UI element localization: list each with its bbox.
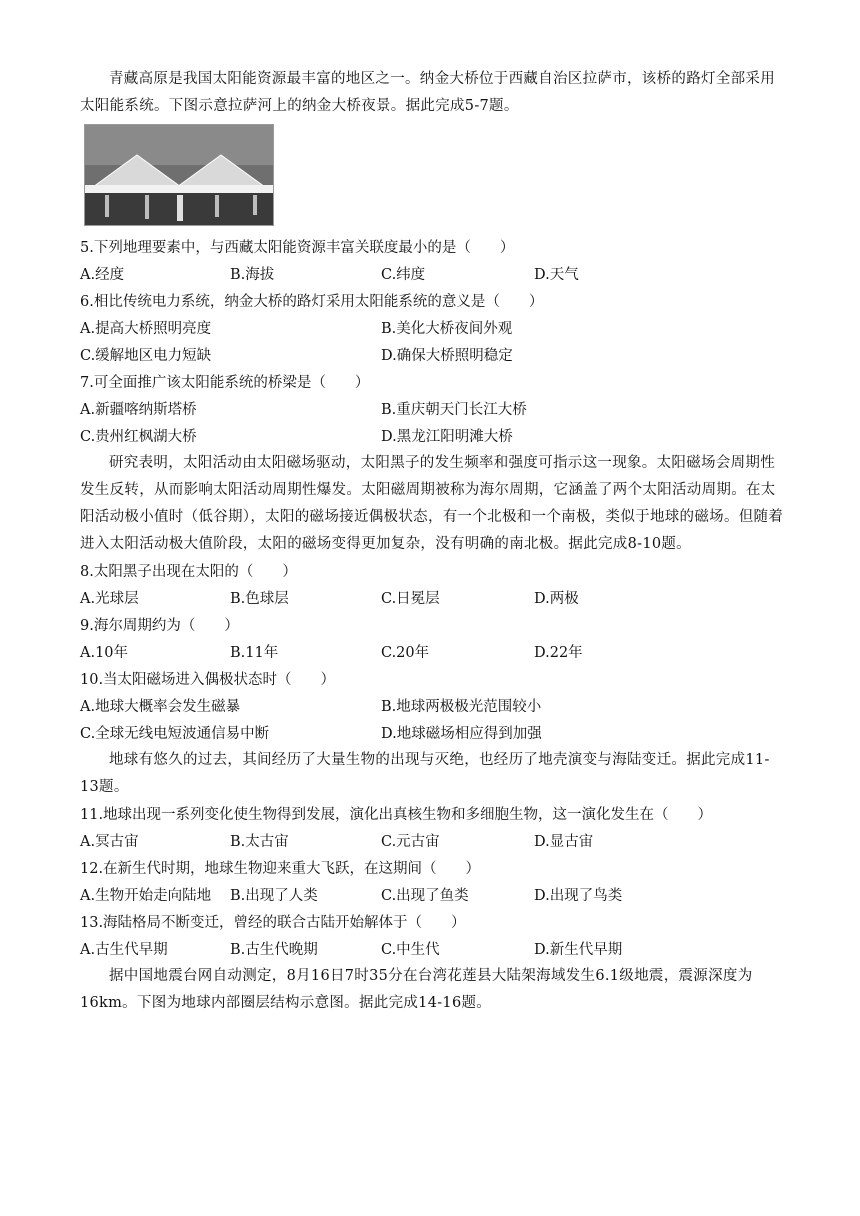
q10-option-a: A.地球大概率会发生磁暴 bbox=[80, 699, 241, 715]
q7-option-a: A.新疆喀纳斯塔桥 bbox=[80, 402, 197, 418]
question-7: 7.可全面推广该太阳能系统的桥梁是（ ） bbox=[80, 375, 370, 391]
q11-option-c: C.元古宙 bbox=[381, 834, 440, 850]
q6-option-c: C.缓解地区电力短缺 bbox=[80, 348, 212, 364]
q6-option-d: D.确保大桥照明稳定 bbox=[381, 348, 513, 364]
q10-option-b: B.地球两极极光范围较小 bbox=[381, 699, 542, 715]
q6-option-a: A.提高大桥照明亮度 bbox=[80, 321, 212, 337]
q5-option-d: D.天气 bbox=[534, 267, 579, 283]
q5-option-b: B.海拔 bbox=[230, 267, 275, 283]
intro-paragraph-11-13: 地球有悠久的过去，其间经历了大量生物的出现与灭绝，也经历了地壳演变与海陆变迁。据此完成11-13题。 bbox=[80, 752, 770, 795]
question-10: 10.当太阳磁场进入偶极状态时（ ） bbox=[80, 672, 336, 688]
q13-option-a: A.古生代早期 bbox=[80, 942, 168, 958]
q12-option-c: C.出现了鱼类 bbox=[381, 888, 469, 904]
q6-option-b: B.美化大桥夜间外观 bbox=[381, 321, 513, 337]
q5-option-c: C.纬度 bbox=[381, 267, 426, 283]
q7-option-b: B.重庆朝天门长江大桥 bbox=[381, 402, 527, 418]
q11-option-b: B.太古宙 bbox=[230, 834, 289, 850]
intro-paragraph-8-10: 研究表明，太阳活动由太阳磁场驱动，太阳黑子的发生频率和强度可指示这一现象。太阳磁场会周期性发生反转，从而影响太阳活动周期性爆发。太阳磁周期被称为海尔周期，它涵盖了两个太阳活动周期。在太阳活动极小值时（低谷期），太阳的磁场接近偶极状态，有一个北极和一个南极，类似于地球的磁场。但随着进入太阳活动极大值阶段，太阳的磁场变得更加复杂，没有明确的南北极。据此完成8-10题。 bbox=[80, 455, 784, 552]
bridge-night-photo bbox=[84, 124, 274, 226]
q9-option-b: B.11年 bbox=[230, 645, 279, 661]
q10-option-d: D.地球磁场相应得到加强 bbox=[381, 726, 542, 742]
question-6: 6.相比传统电力系统，纳金大桥的路灯采用太阳能系统的意义是（ ） bbox=[80, 294, 544, 310]
q11-option-a: A.冥古宙 bbox=[80, 834, 139, 850]
q7-option-c: C.贵州红枫湖大桥 bbox=[80, 429, 197, 445]
q13-option-c: C.中生代 bbox=[381, 942, 440, 958]
q8-option-d: D.两极 bbox=[534, 591, 579, 607]
question-11: 11.地球出现一系列变化使生物得到发展，演化出真核生物和多细胞生物，这一演化发生在（ ） bbox=[80, 807, 713, 823]
question-8: 8.太阳黑子出现在太阳的（ ） bbox=[80, 564, 297, 580]
question-5: 5.下列地理要素中，与西藏太阳能资源丰富关联度最小的是（ ） bbox=[80, 240, 515, 256]
question-13: 13.海陆格局不断变迁，曾经的联合古陆开始解体于（ ） bbox=[80, 915, 466, 931]
q9-option-a: A.10年 bbox=[80, 645, 129, 661]
q9-option-d: D.22年 bbox=[534, 645, 583, 661]
question-9: 9.海尔周期约为（ ） bbox=[80, 618, 239, 634]
q7-option-d: D.黑龙江阳明滩大桥 bbox=[381, 429, 513, 445]
q13-option-d: D.新生代早期 bbox=[534, 942, 623, 958]
q8-option-b: B.色球层 bbox=[230, 591, 289, 607]
q12-option-d: D.出现了鸟类 bbox=[534, 888, 623, 904]
q13-option-b: B.古生代晚期 bbox=[230, 942, 318, 958]
intro-paragraph-14-16: 据中国地震台网自动测定，8月16日7时35分在台湾花莲县大陆架海域发生6.1级地震，震源深度为16km。下图为地球内部圈层结构示意图。据此完成14-16题。 bbox=[80, 968, 753, 1011]
q10-option-c: C.全球无线电短波通信易中断 bbox=[80, 726, 270, 742]
intro-paragraph-5-7: 青藏高原是我国太阳能资源最丰富的地区之一。纳金大桥位于西藏自治区拉萨市，该桥的路灯全部采用太阳能系统。下图示意拉萨河上的纳金大桥夜景。据此完成5-7题。 bbox=[80, 71, 775, 114]
q5-option-a: A.经度 bbox=[80, 267, 125, 283]
q8-option-c: C.日冕层 bbox=[381, 591, 440, 607]
q8-option-a: A.光球层 bbox=[80, 591, 139, 607]
q11-option-d: D.显古宙 bbox=[534, 834, 594, 850]
q12-option-a: A.生物开始走向陆地 bbox=[80, 888, 212, 904]
q9-option-c: C.20年 bbox=[381, 645, 430, 661]
question-12: 12.在新生代时期，地球生物迎来重大飞跃，在这期间（ ） bbox=[80, 861, 481, 877]
q12-option-b: B.出现了人类 bbox=[230, 888, 318, 904]
